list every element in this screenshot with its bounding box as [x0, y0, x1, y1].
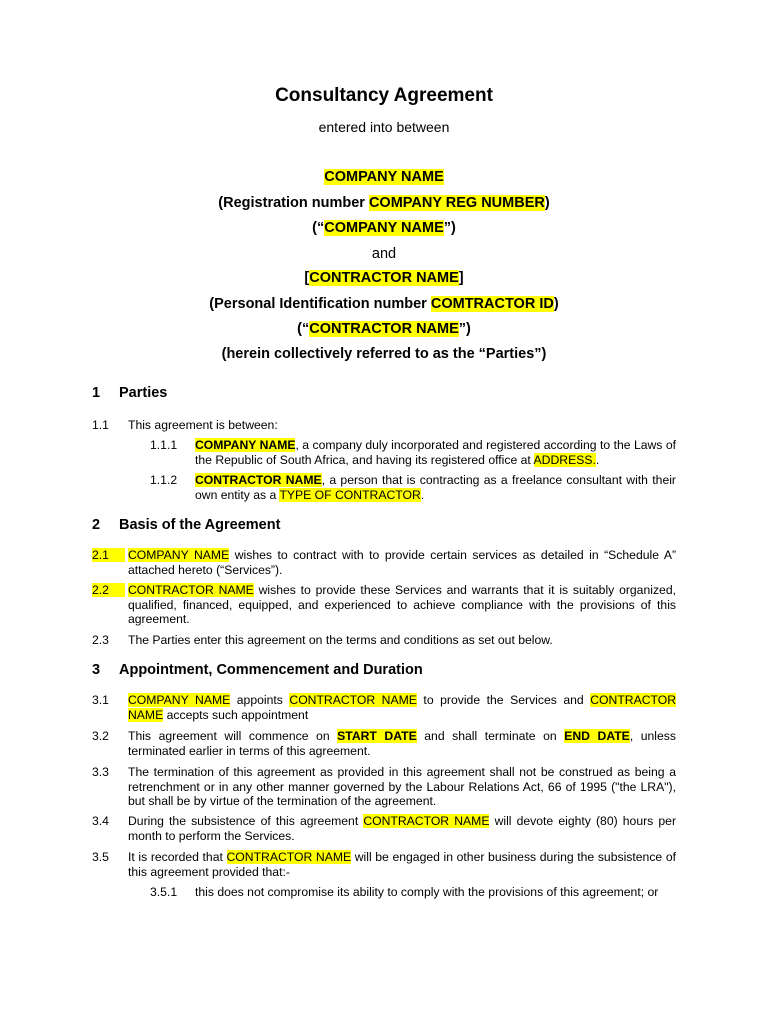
company-name-line — [0, 168, 768, 186]
clause-3-5-1: this does not compromise its ability to comply with the provisions of this agreement; or — [195, 885, 659, 899]
clause-3-4: During the subsistence of this agreement CONTRACTOR NAME will devote eighty (80) hours per month to perform the Services. — [128, 814, 676, 843]
section-title: Appointment, Commencement and Duration — [119, 662, 423, 678]
address-placeholder: ADDRESS. — [533, 452, 596, 467]
section-title: Basis of the Agreement — [119, 517, 281, 533]
company-short-line: (“COMPANY NAME”) — [312, 220, 456, 236]
clause-1-1-2: CONTRACTOR NAME, a person that is contracting as a freelance consultant with their own entity as a TYPE OF CONTRACTOR. — [195, 473, 676, 502]
clause-number: 3.5.1 — [150, 885, 178, 899]
clause-number: 3.1 — [92, 693, 109, 707]
clause-number: 1.1.2 — [150, 473, 178, 487]
company-name-placeholder: COMPANY NAME — [195, 438, 296, 452]
clause-number: 2.2 — [92, 583, 125, 598]
clause-1-1: This agreement is between: — [128, 418, 278, 432]
section-heading-parties — [92, 385, 167, 401]
contractor-type-placeholder: TYPE OF CONTRACTOR — [279, 487, 421, 502]
contractor-name-placeholder: CONTRACTOR NAME — [226, 850, 352, 864]
contractor-short-placeholder: CONTRACTOR NAME — [309, 321, 459, 337]
contractor-name-placeholder: CONTRACTOR NAME — [128, 693, 676, 722]
start-date-placeholder: START DATE — [337, 729, 417, 743]
contractor-name-placeholder: CONTRACTOR NAME — [128, 583, 254, 597]
company-name-placeholder: COMPANY NAME — [128, 548, 230, 562]
document-subtitle: entered into between — [318, 119, 450, 135]
registration-line: (Registration number COMPANY REG NUMBER) — [218, 195, 550, 211]
and-line: and — [371, 246, 397, 262]
clause-2-1: COMPANY NAME wishes to contract with to provide certain services as detailed in “Schedule A” attached hereto (“Services”). — [128, 548, 677, 577]
section-heading-appointment — [92, 662, 423, 678]
clause-number: 3.3 — [92, 765, 109, 779]
document-title: Consultancy Agreement — [275, 85, 493, 106]
clause-2-2: CONTRACTOR NAME wishes to provide these Services and warrants that it is suitably organized, qualified, financed, equipped, and experienced to achieve compliance with the provisions of this agreement. — [128, 583, 676, 627]
personal-id-line: (Personal Identification number COMTRACTOR ID) — [209, 296, 559, 312]
clause-1-1-1: COMPANY NAME, a company duly incorporated and registered according to the Laws of the Republic of South Africa, and having its registered office at ADDRESS.. — [195, 438, 676, 467]
contractor-id-placeholder: COMTRACTOR ID — [430, 296, 554, 312]
contractor-name-placeholder: CONTRACTOR NAME — [195, 473, 322, 487]
clause-number: 3.4 — [92, 814, 109, 828]
clause-number: 2.1 — [92, 548, 125, 563]
clause-3-5: It is recorded that CONTRACTOR NAME will be engaged in other business during the subsistence of this agreement provided that:- — [128, 850, 676, 879]
end-date-placeholder: END DATE — [564, 729, 630, 743]
contractor-name-placeholder: CONTRACTOR NAME — [363, 814, 490, 828]
contractor-name-placeholder: CONTRACTOR NAME — [309, 270, 459, 286]
company-short-placeholder: COMPANY NAME — [324, 220, 444, 236]
section-number: 1 — [92, 385, 101, 401]
clause-2-3: The Parties enter this agreement on the terms and conditions as set out below. — [128, 633, 553, 647]
section-number: 3 — [92, 662, 101, 678]
company-name-placeholder: COMPANY NAME — [128, 693, 231, 707]
section-number: 2 — [92, 517, 101, 533]
section-heading-basis — [92, 517, 280, 533]
collective-parties-line: (herein collectively referred to as the “Parties”) — [221, 346, 547, 362]
contractor-name-line: [CONTRACTOR NAME] — [304, 270, 464, 286]
clause-number: 2.3 — [92, 633, 109, 647]
section-title: Parties — [119, 385, 168, 401]
clause-number: 3.5 — [92, 850, 109, 864]
clause-3-3: The termination of this agreement as provided in this agreement shall not be construed as being a retrenchment or in any other manner governed by the Labour Relations Act, 66 of 1995 ("the LRA"), but shall be by virtue of the termination of the agreement. — [128, 765, 676, 809]
company-reg-placeholder: COMPANY REG NUMBER — [368, 195, 545, 211]
clause-number: 3.2 — [92, 729, 109, 743]
contractor-short-line: (“CONTRACTOR NAME”) — [297, 321, 471, 337]
contractor-name-placeholder: CONTRACTOR NAME — [289, 693, 417, 707]
company-name-placeholder: COMPANY NAME — [324, 169, 444, 185]
clause-number: 1.1 — [92, 418, 109, 432]
clause-3-2: This agreement will commence on START DATE and shall terminate on END DATE, unless terminated earlier in terms of this agreement. — [128, 729, 676, 758]
clause-3-1: COMPANY NAME appoints CONTRACTOR NAME to provide the Services and CONTRACTOR NAME accepts such appointment — [128, 693, 676, 722]
clause-number: 1.1.1 — [150, 438, 178, 452]
